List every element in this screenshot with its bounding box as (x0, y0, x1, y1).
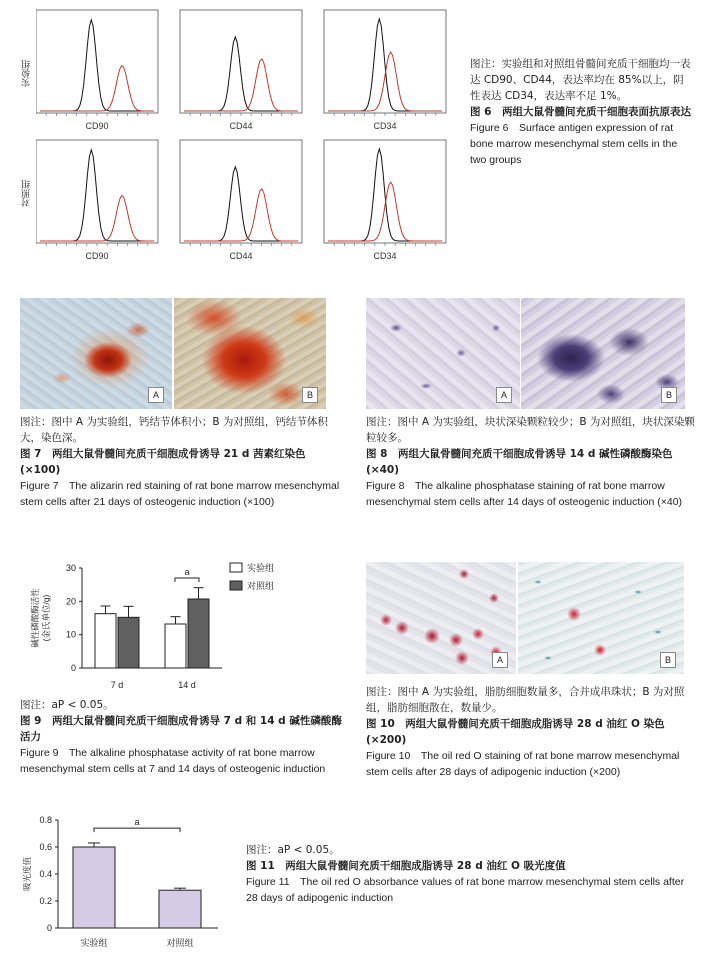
flow-panel-label: CD90 (85, 121, 109, 131)
significance-label: a (134, 817, 140, 828)
fig7-caption: 图注：图中 A 为实验组，钙结节体积小；B 为对照组，钙结节体积大，染色深。 图 7 两组大鼠骨髓间充质干细胞成骨诱导 21 d 茜素红染色(×100) Figure 7 The alizarin red staining of rat bone marrow mesenchymal stem cells after 21 days of osteogenic induction (×100) (20, 416, 340, 508)
y-tick-label: 0.8 (39, 815, 52, 825)
fig8-photo-b (521, 298, 685, 409)
flow-panel-frame (180, 140, 302, 243)
fig7-label-a: A (148, 387, 164, 403)
x-tick-label: 7 d (110, 680, 124, 690)
flow-panel-label: CD44 (229, 251, 253, 261)
significance-bracket (94, 828, 180, 832)
fig6-row-label-1: 实验组 (22, 60, 32, 87)
x-tick-label: 实验组 (80, 938, 108, 948)
y-axis-label: 吸光度值 (22, 856, 32, 892)
flow-panel-frame (180, 10, 302, 113)
flow-panel-label: CD34 (373, 251, 397, 261)
fig10-photo-a (366, 562, 516, 674)
fig8-label-b: B (661, 387, 677, 403)
significance-label: a (184, 567, 190, 577)
y-tick-label: 10 (65, 629, 76, 640)
fig9-bar-chart (20, 556, 330, 696)
y-tick-label: 0.6 (39, 842, 52, 852)
y-tick-label: 30 (65, 563, 76, 573)
fig10-label-a: A (492, 652, 508, 668)
bar-control (118, 617, 139, 668)
fig6-row-label-2: 对照组 (22, 180, 32, 207)
bar (73, 847, 115, 928)
fig8-label-a: A (496, 387, 512, 403)
legend-label: 对照组 (247, 581, 275, 591)
flow-panel-label: CD44 (229, 121, 253, 131)
y-tick-label: 0 (70, 663, 76, 673)
fig9-caption: 图注：aP < 0.05。 图 9 两组大鼠骨髓间充质干细胞成骨诱导 7 d 和 14 d 碱性磷酸酶活力 Figure 9 The alkaline phosphatase activity of rat bone marrow mesenchymal stem cells at 7 and 14 days of osteogenic induction (20, 699, 342, 775)
x-tick-label: 14 d (178, 680, 196, 690)
legend-swatch (230, 563, 242, 572)
bar (159, 890, 201, 928)
fig8-caption: 图注：图中 A 为实验组，块状深染颗粒较少；B 为对照组，块状深染颗粒较多。 图 8 两组大鼠骨髓间充质干细胞成骨诱导 14 d 碱性磷酸酶染色(×40) Figure 8 The alkaline phosphatase staining of rat bone marrow mesenchymal stem cells after 14 days of osteogenic induction (×40) (366, 416, 695, 508)
fig10-label-b: B (660, 652, 676, 668)
x-tick-label: 对照组 (166, 938, 194, 948)
significance-bracket (175, 578, 199, 582)
bar-experiment (95, 614, 116, 668)
fig8-photo-a (366, 298, 520, 409)
legend-label: 实验组 (247, 563, 275, 573)
fig11-caption: 图注：aP < 0.05。 图 11 两组大鼠骨髓间充质干细胞成脂诱导 28 d 油红 O 吸光度值 Figure 11 The oil red O absorbance values of rat bone marrow mesenchymal stem cells after 28 days of adipogenic induction (246, 844, 685, 904)
y-tick-label: 0 (46, 923, 52, 933)
fig6-caption: 图注：实验组和对照组骨髓间充质干细胞均一表达 CD90、CD44，表达率均在 85%以上，阴性表达 CD34，表达率不足 1%。 图 6 两组大鼠骨髓间充质干细胞表面抗原表达 Figure 6 Surface antigen expression of rat bone marrow mesenchymal stem cells in the two groups (470, 58, 691, 166)
fig11-bar-chart (18, 808, 228, 958)
y-axis-label-unit: (金氏单位/g) (41, 594, 51, 642)
bar-experiment (165, 624, 186, 668)
fig7-photo-a (20, 298, 172, 409)
fig10-photo-b (518, 562, 684, 674)
y-tick-label: 0.4 (39, 869, 52, 879)
flow-cytometry-histograms (36, 8, 464, 270)
bar-control (188, 599, 209, 668)
y-tick-label: 0.2 (39, 896, 52, 906)
fig10-caption: 图注：图中 A 为实验组，脂肪细胞数量多，合并成串珠状；B 为对照组，脂肪细胞散在，数量少。 图 10 两组大鼠骨髓间充质干细胞成脂诱导 28 d 油红 O 染色(×200) Figure 10 The oil red O staining of rat bone marrow mesenchymal stem cells after 28 days of adipogenic induction (×200) (366, 686, 685, 778)
flow-panel-label: CD90 (85, 251, 109, 261)
legend-swatch (230, 581, 242, 590)
y-axis-label: 碱性磷酸酶活性 (30, 588, 40, 648)
fig7-photo-b (174, 298, 326, 409)
fig7-label-b: B (302, 387, 318, 403)
y-tick-label: 20 (65, 596, 76, 607)
flow-panel-label: CD34 (373, 121, 397, 131)
